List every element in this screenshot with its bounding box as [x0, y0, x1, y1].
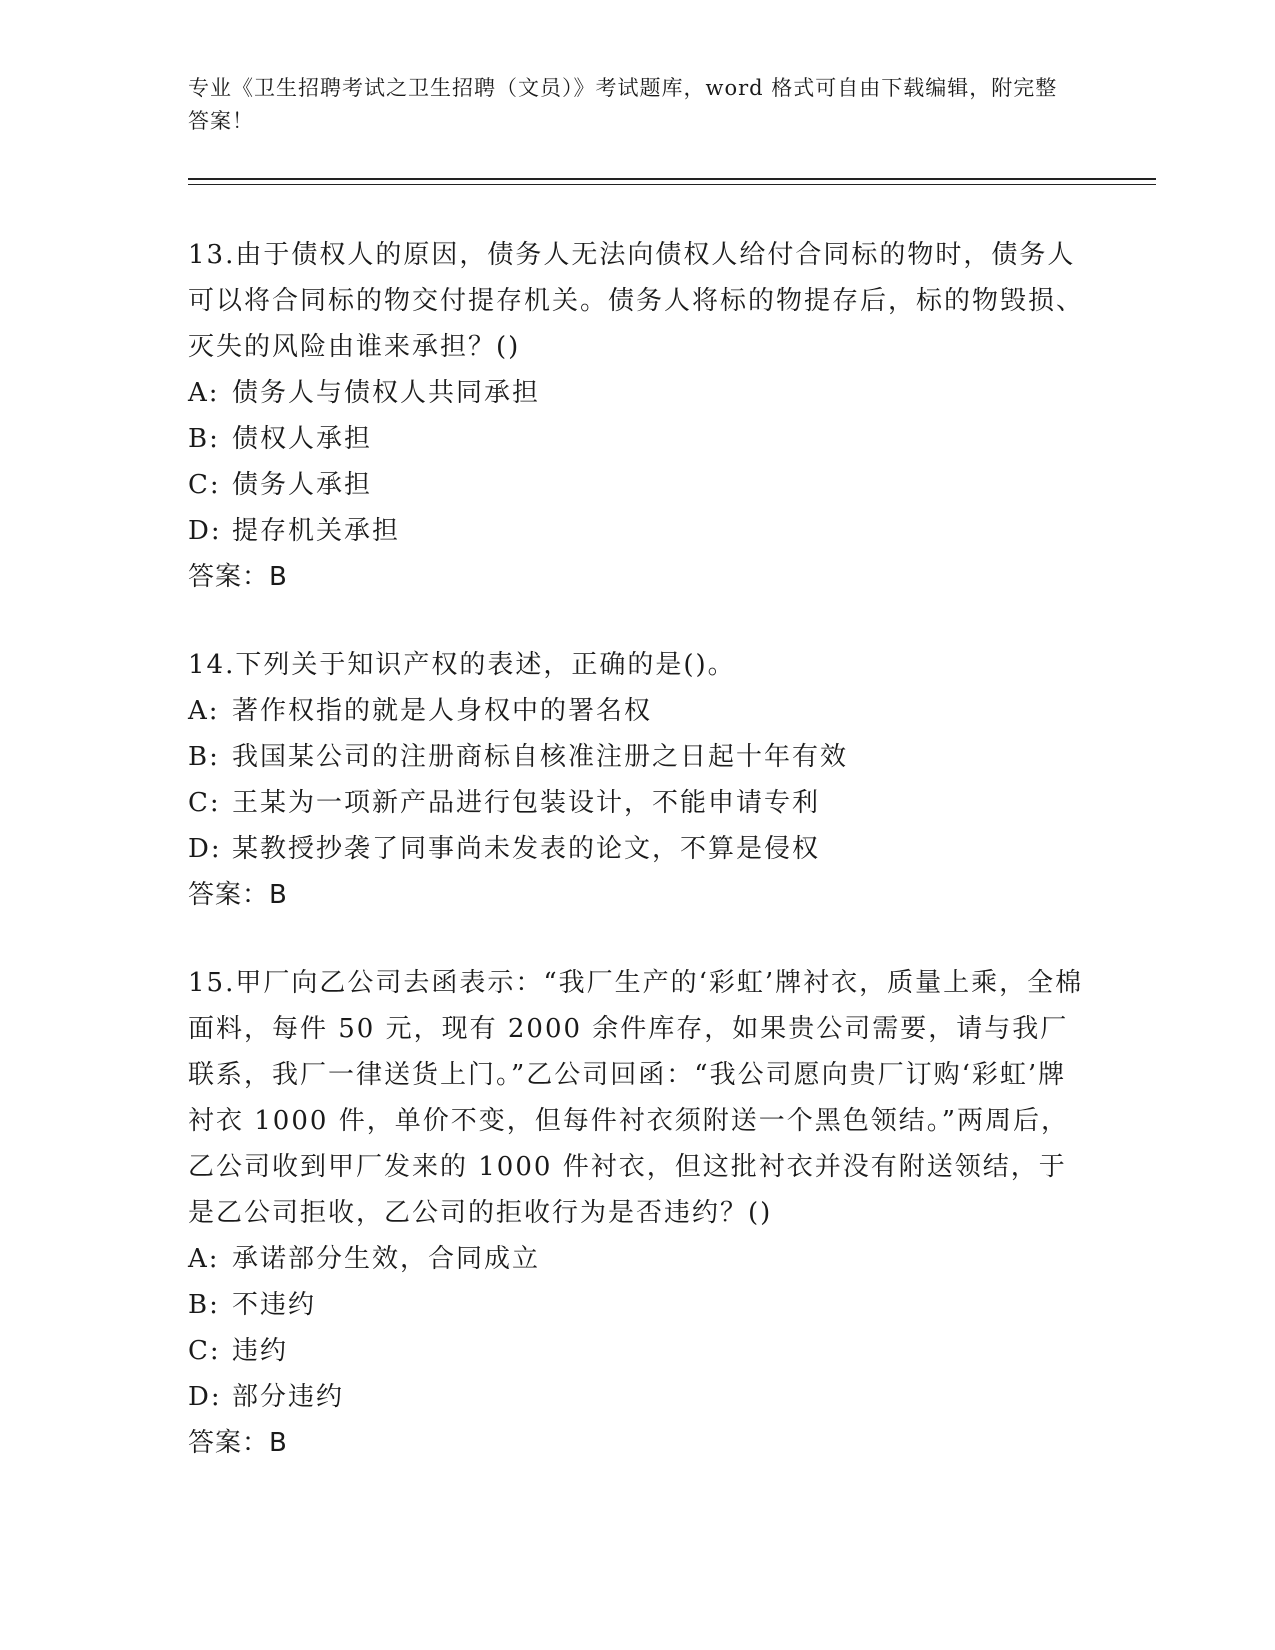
- option-key: B:: [188, 742, 220, 772]
- question-number: 15.: [188, 968, 236, 998]
- option-text: 王某为一项新产品进行包装设计，不能申请专利: [232, 788, 821, 818]
- option-key: A:: [188, 696, 220, 726]
- option-text: 债务人与债权人共同承担: [232, 378, 541, 408]
- option-text: 债务人承担: [232, 470, 373, 500]
- option-key: C:: [188, 1336, 221, 1366]
- option-a: [188, 1236, 1088, 1282]
- option-key: B:: [188, 1290, 220, 1320]
- page-header: [188, 72, 1068, 138]
- option-text: 承诺部分生效，合同成立: [232, 1244, 541, 1274]
- question-text: [188, 232, 1088, 370]
- option-a: [188, 370, 1088, 416]
- question-14: [188, 642, 1088, 918]
- question-list: [188, 232, 1088, 1508]
- option-b: [188, 1282, 1088, 1328]
- question-text: [188, 960, 1088, 1236]
- option-c: [188, 780, 1088, 826]
- option-d: [188, 1374, 1088, 1420]
- option-text: 违约: [232, 1336, 289, 1366]
- option-b: [188, 416, 1088, 462]
- question-text: [188, 642, 1088, 688]
- option-key: B:: [188, 424, 220, 454]
- option-c: [188, 1328, 1088, 1374]
- option-key: D:: [188, 1382, 222, 1412]
- option-key: C:: [188, 788, 221, 818]
- option-text: 不违约: [232, 1290, 317, 1320]
- question-body: 甲厂向乙公司去函表示：“我厂生产的‘彩虹’牌衬衣，质量上乘，全棉面料，每件 50 元，现有 2000 余件库存，如果贵公司需要，请与我厂联系，我厂一律送货上门。”乙公司回函：“我公司愿向贵厂订购‘彩虹’牌衬衣 1000 件，单价不变，但每件衬衣须附送一个黑色领结。”两周后，乙公司收到甲厂发来的 1000 件衬衣，但这批衬衣并没有附送领结，于是乙公司拒收，乙公司的拒收行为是否违约？(): [188, 968, 1084, 1228]
- option-text: 债权人承担: [232, 424, 373, 454]
- option-key: D:: [188, 516, 222, 546]
- option-d: [188, 826, 1088, 872]
- question-number: 13.: [188, 240, 236, 270]
- header-divider: [188, 178, 1156, 180]
- option-text: 部分违约: [232, 1382, 345, 1412]
- question-number: 14.: [188, 650, 236, 680]
- option-d: [188, 508, 1088, 554]
- option-text: 某教授抄袭了同事尚未发表的论文，不算是侵权: [232, 834, 821, 864]
- option-key: A:: [188, 378, 220, 408]
- option-key: D:: [188, 834, 222, 864]
- option-text: 我国某公司的注册商标自核准注册之日起十年有效: [232, 742, 849, 772]
- option-c: [188, 462, 1088, 508]
- option-a: [188, 688, 1088, 734]
- question-15: [188, 960, 1088, 1466]
- option-text: 提存机关承担: [232, 516, 401, 546]
- option-b: [188, 734, 1088, 780]
- header-divider-secondary: [188, 184, 1156, 185]
- question-body: 下列关于知识产权的表述，正确的是()。: [235, 650, 736, 680]
- answer-line: 答案：B: [188, 562, 288, 592]
- header-title: 专业《卫生招聘考试之卫生招聘（文员）》考试题库，word 格式可自由下载编辑，附完整答案！: [188, 76, 1058, 133]
- option-text: 著作权指的就是人身权中的署名权: [232, 696, 653, 726]
- option-key: A:: [188, 1244, 220, 1274]
- answer-line: 答案：B: [188, 1428, 288, 1458]
- option-key: C:: [188, 470, 221, 500]
- question-13: [188, 232, 1088, 600]
- question-body: 由于债权人的原因，债务人无法向债权人给付合同标的物时，债务人可以将合同标的物交付提存机关。债务人将标的物提存后，标的物毁损、灭失的风险由谁来承担？(): [188, 240, 1085, 362]
- answer-line: 答案：B: [188, 880, 288, 910]
